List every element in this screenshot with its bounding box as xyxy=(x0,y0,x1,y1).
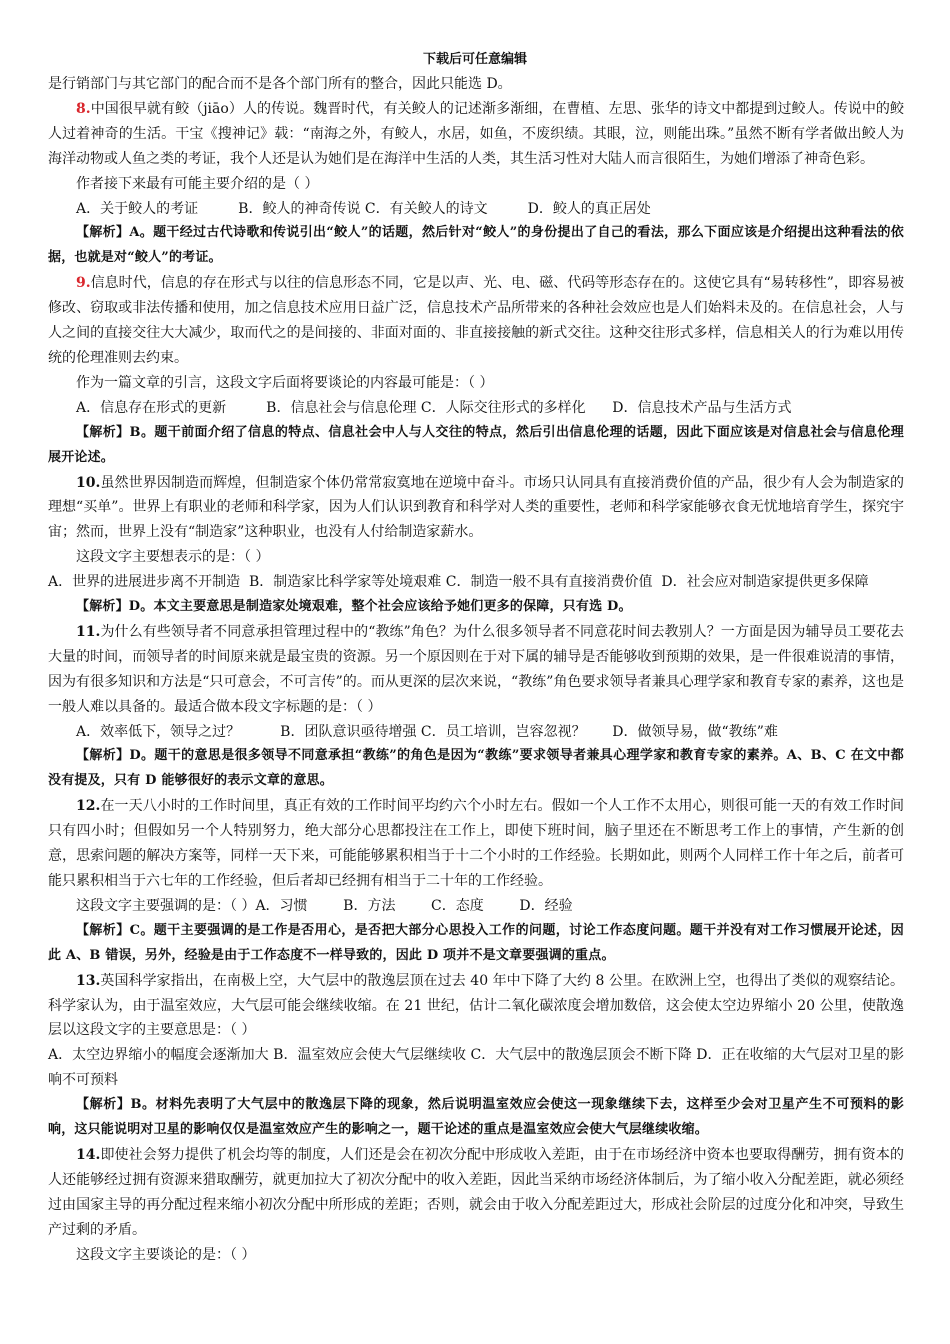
question-14-text: 即使社会努力提供了机会均等的制度，人们还是会在初次分配中形成收入差距，由于在市场经济中资本也要取得酬劳，拥有资本的人还能够经过拥有资源来猎取酬劳，就更加拉大了初次分配中的收入差距，因此当采纳市场经济体制后，为了缩小收入分配差距，就必须经过由国家主导的再分配过程来缩小初次分配中所形成的差距；否则，就会由于收入分配差距过大，形成社会阶层的过度分化和冲突，导致生产过剩的矛盾。 xyxy=(48,1146,904,1238)
question-13-analysis: 【解析】B。材料先表明了大气层中的散逸层下降的现象，然后说明温室效应会使这一现象继续下去，这样至少会对卫星产生不可预料的影响，这只能说明对卫星的影响仅仅是温室效应产生的影响之一，题干论述的重点是温室效应会使大气层继续收缩。 xyxy=(48,1097,904,1138)
question-14-passage xyxy=(48,1143,904,1243)
question-10-text: 虽然世界因制造而辉煌，但制造家个体仍常常寂寞地在逆境中奋斗。市场只认同具有直接消费价值的产品，很少有人会为制造家的理想“买单”。世界上有职业的老师和科学家，因为人们认识到教育和科学对人类的重要性，老师和科学家能够衣食无忧地培育学生，探究宇宙；然而，世界上没有“制造家”这种职业，也没有人付给制造家薪水。 xyxy=(48,474,904,541)
question-11-passage xyxy=(48,620,904,720)
question-12-text: 在一天八小时的工作时间里，真正有效的工作时间平均约六个小时左右。假如一个人工作不太用心，则很可能一天的有效工作时间只有四小时；但假如另一个人特别努力，绝大部分心思都投注在工作上，即使下班时间，脑子里还在不断思考工作上的事情，产生新的创意，思索问题的解决方案等，同样一天下来，可能能够累积相当于十二个小时的工作经验。长期如此，则两个人同样工作十年之后，前者可能只累积相当于六七年的工作经验，但后者却已经拥有相当于二十年的工作经验。 xyxy=(48,798,904,889)
question-8-passage xyxy=(48,97,904,172)
question-8-options: A．关于鲛人的考证 B．鲛人的神奇传说 C．有关鲛人的诗文 D．鲛人的真正居处 xyxy=(76,200,651,217)
question-12-number: 12. xyxy=(76,798,101,815)
intro-line: 是行销部门与其它部门的配合而不是各个部门所有的整合，因此只能选 D。 xyxy=(48,76,512,92)
question-10-number: 10. xyxy=(76,474,101,491)
document-body xyxy=(48,72,904,1268)
question-12-analysis: 【解析】C。题干主要强调的是工作是否用心，是否把大部分心思投入工作的问题，讨论工作态度问题。题干并没有对工作习惯展开论述，因此 A、B 错误，另外，经验是由于工作态度不一样导致的，因此 D 项并不是文章要强调的重点。 xyxy=(48,922,904,963)
question-12-stem: 这段文字主要强调的是：（ ）A．习惯 B．方法 C．态度 D．经验 xyxy=(76,897,573,914)
question-10-passage xyxy=(48,471,904,546)
question-9-stem: 作为一篇文章的引言，这段文字后面将要谈论的内容最可能是：（ ） xyxy=(76,374,494,391)
question-12-passage xyxy=(48,794,904,894)
question-8-stem: 作者接下来最有可能主要介绍的是（ ） xyxy=(76,175,319,192)
question-10-analysis: 【解析】D。本文主要意思是制造家处境艰难，整个社会应该给予她们更多的保障，只有选 D。 xyxy=(76,599,632,615)
question-9-analysis: 【解析】B。题干前面介绍了信息的特点、信息社会中人与人交往的特点，然后引出信息伦理的话题，因此下面应该是对信息社会与信息伦理展开论述。 xyxy=(48,424,904,465)
question-11-options: A．效率低下，领导之过？ B．团队意识亟待增强 C．员工培训，岂容忽视？ D．做领导易，做“教练”难 xyxy=(76,723,778,740)
question-11-text: 为什么有些领导者不同意承担管理过程中的“教练”角色？为什么很多领导者不同意花时间去教别人？一方面是因为辅导员工要花去大量的时间，而领导者的时间原来就是最宝贵的资源。另一个原因则在于对下属的辅导是否能够收到预期的效果，是一件很难说清的事情，因为有很多知识和方法是“只可意会，不可言传”的。而从更深的层次来说，“教练”角色要求领导者兼具心理学家和教育专家的素养，这也是一般人难以具备的。最适合做本段文字标题的是：（ ） xyxy=(48,623,904,715)
question-9-passage xyxy=(48,271,904,371)
question-13-text: 英国科学家指出，在南极上空，大气层中的散逸层顶在过去 40 年中下降了大约 8 公里。在欧洲上空，也得出了类似的观察结论。科学家认为，由于温室效应，大气层可能会继续收缩。在 21 世纪，估计二氧化碳浓度会增加数倍，这会使太空边界缩小 20 公里，使散逸层以这段文字的主要意思是：（ ） xyxy=(48,972,904,1039)
question-8-analysis: 【解析】A。题干经过古代诗歌和传说引出“鲛人”的话题，然后针对“鲛人”的身份提出了自己的看法，那么下面应该是介绍提出这种看法的依据，也就是对“鲛人”的考证。 xyxy=(48,225,904,266)
question-13-options: A．太空边界缩小的幅度会逐渐加大 B．温室效应会使大气层继续收 C．大气层中的散逸层顶会不断下降 D．正在收缩的大气层对卫星的影响不可预料 xyxy=(48,1047,904,1089)
question-9-options: A．信息存在形式的更新 B．信息社会与信息伦理 C．人际交往形式的多样化 D．信息技术产品与生活方式 xyxy=(76,399,792,416)
question-8-text: 中国很早就有鲛（jiāo）人的传说。魏晋时代，有关鲛人的记述渐多渐细，在曹植、左思、张华的诗文中都提到过鲛人。传说中的鲛人过着神奇的生活。干宝《搜神记》载：“南海之外，有鲛人，水居，如鱼，不废织绩。其眼，泣，则能出珠。”虽然不断有学者做出鲛人为海洋动物或人鱼之类的考证，我个人还是认为她们是在海洋中生活的人类，其生活习性对大陆人而言很陌生，为她们增添了神奇色彩。 xyxy=(48,100,904,167)
question-10-stem: 这段文字主要想表示的是：（ ） xyxy=(76,549,270,566)
question-13-passage xyxy=(48,969,904,1044)
question-13-number: 13. xyxy=(76,972,101,989)
question-9-text: 信息时代，信息的存在形式与以往的信息形态不同，它是以声、光、电、磁、代码等形态存在的。这使它具有“易转移性”，即容易被修改、窃取或非法传播和使用，加之信息技术应用日益广泛，信息技术产品所带来的各种社会效应也是人们始料未及的。在信息社会，人与人之间的直接交往大大减少，取而代之的是间接的、非面对面的、非直接接触的新式交往。这种交往形式多样，信息相关人的行为难以用传统的伦理准则去约束。 xyxy=(48,275,904,366)
question-11-number: 11. xyxy=(76,623,101,640)
question-8-number: 8. xyxy=(76,100,91,117)
question-14-number: 14. xyxy=(76,1146,101,1163)
question-14-stem: 这段文字主要谈论的是：（ ） xyxy=(76,1246,256,1263)
question-10-options: A．世界的进展进步离不开制造 B．制造家比科学家等处境艰难 C．制造一般不具有直接消费价值 D．社会应对制造家提供更多保障 xyxy=(48,574,869,591)
page-header: 下载后可任意编辑 xyxy=(422,52,527,67)
question-11-analysis: 【解析】D。题干的意思是很多领导不同意承担“教练”的角色是因为“教练”要求领导者兼具心理学家和教育专家的素养。A、B、C 在文中都没有提及，只有 D 能够很好的表示文章的意思。 xyxy=(48,748,904,789)
question-9-number: 9. xyxy=(76,275,91,292)
